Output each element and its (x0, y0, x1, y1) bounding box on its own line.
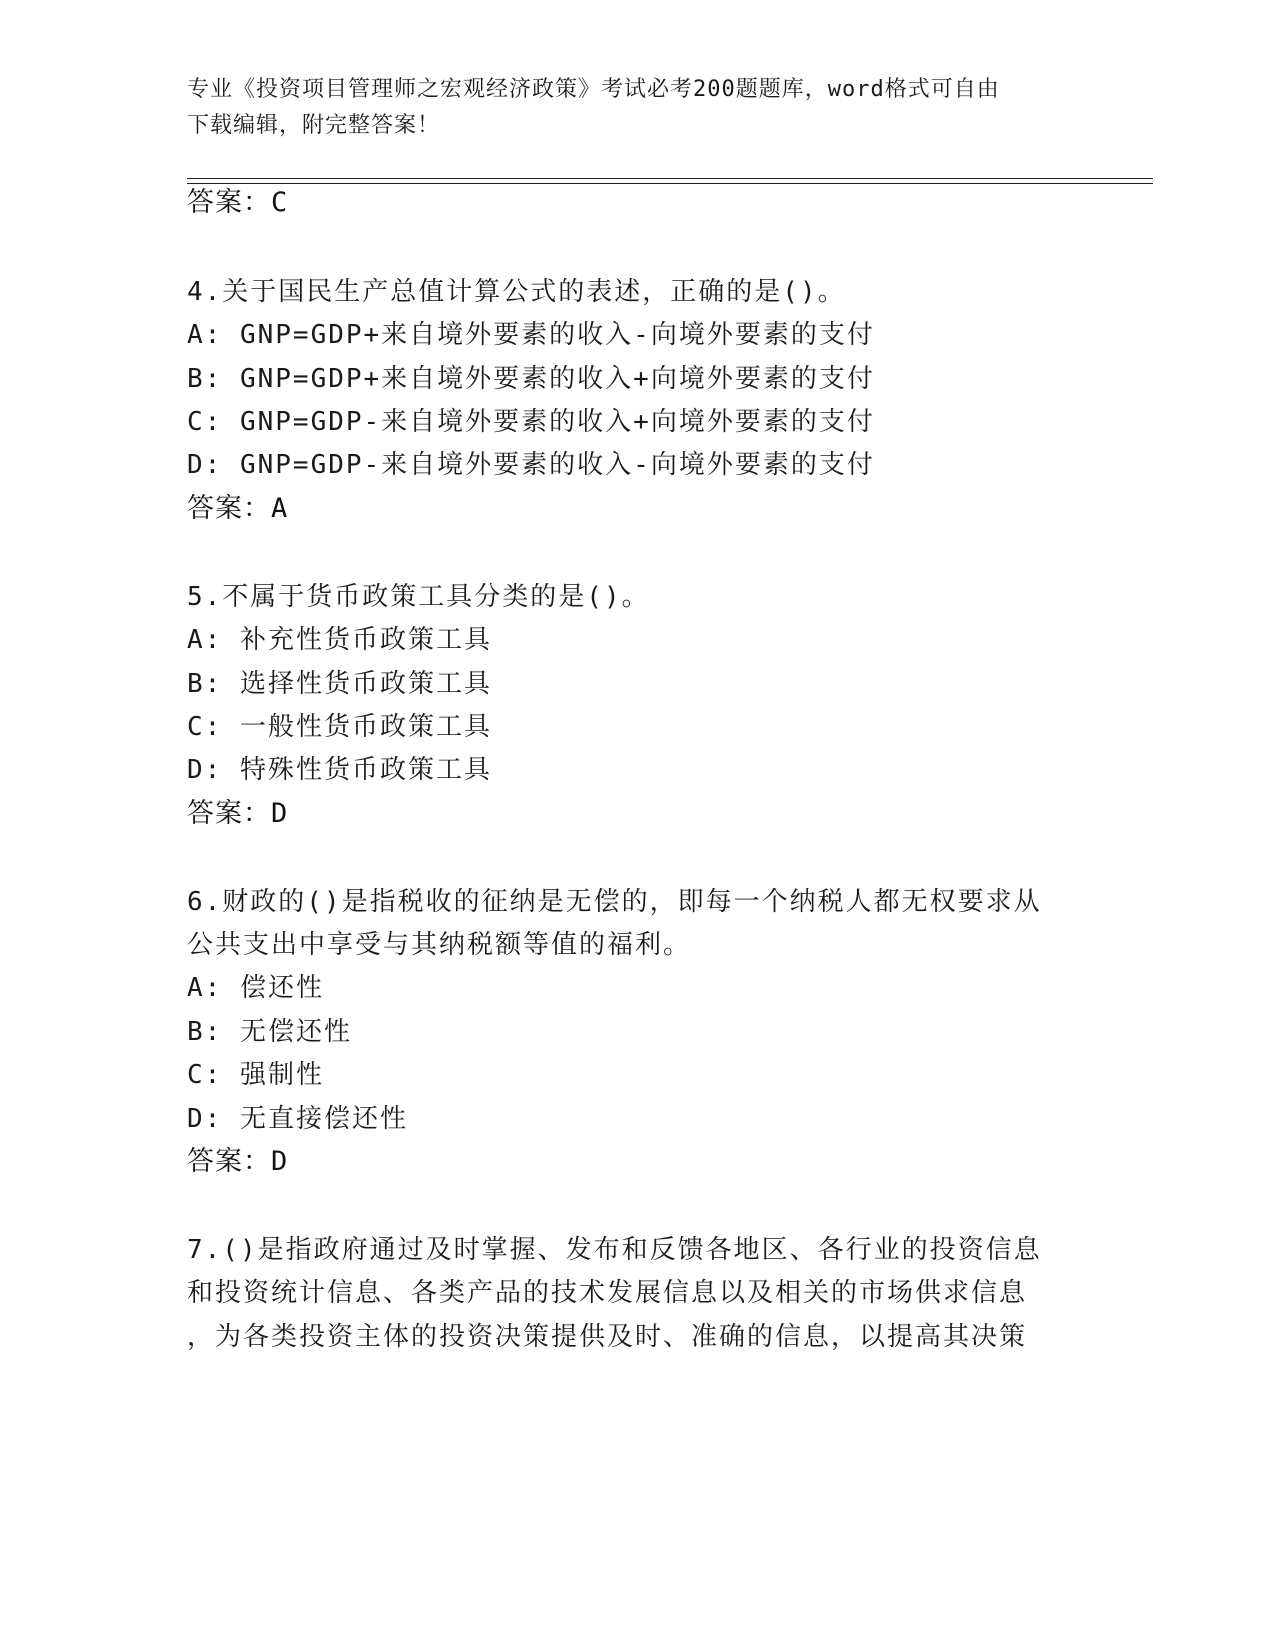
q4-option-d: D: GNP=GDP-来自境外要素的收入-向境外要素的支付 (187, 450, 875, 480)
q5-option-c: C: 一般性货币政策工具 (187, 712, 492, 742)
q4-stem: 4.关于国民生产总值计算公式的表述，正确的是()。 (187, 277, 846, 307)
q4-answer: 答案：A (187, 493, 289, 524)
q5-option-a: A: 补充性货币政策工具 (187, 625, 492, 655)
q6-stem-line-2: 公共支出中享受与其纳税额等值的福利。 (187, 930, 692, 960)
q4-option-c: C: GNP=GDP-来自境外要素的收入+向境外要素的支付 (187, 407, 875, 437)
q6-option-a: A: 偿还性 (187, 973, 324, 1003)
q6-answer: 答案：D (187, 1146, 289, 1177)
header-rule-top (187, 178, 1153, 179)
q5-option-d: D: 特殊性货币政策工具 (187, 755, 492, 785)
document-header (187, 72, 1067, 144)
q6-option-d: D: 无直接偿还性 (187, 1104, 408, 1134)
answer-previous: 答案：C (187, 187, 289, 218)
q5-option-b: B: 选择性货币政策工具 (187, 669, 492, 699)
q6-option-c: C: 强制性 (187, 1060, 324, 1090)
q7-stem-line-2: 和投资统计信息、各类产品的技术发展信息以及相关的市场供求信息 (187, 1278, 1028, 1308)
q5-answer: 答案：D (187, 798, 289, 829)
q6-stem-line-1: 6.财政的()是指税收的征纳是无偿的，即每一个纳税人都无权要求从 (187, 887, 1042, 917)
q4-option-a: A: GNP=GDP+来自境外要素的收入-向境外要素的支付 (187, 320, 875, 350)
q5-stem: 5.不属于货币政策工具分类的是()。 (187, 582, 650, 612)
q7-stem-line-1: 7.()是指政府通过及时掌握、发布和反馈各地区、各行业的投资信息 (187, 1235, 1042, 1265)
q6-option-b: B: 无偿还性 (187, 1017, 352, 1047)
q7-stem-line-3: ，为各类投资主体的投资决策提供及时、准确的信息，以提高其决策 (187, 1322, 1028, 1352)
header-line-1: 专业《投资项目管理师之宏观经济政策》考试必考200题题库，word格式可自由 (187, 77, 1000, 102)
header-rule-bottom (187, 183, 1153, 184)
q4-option-b: B: GNP=GDP+来自境外要素的收入+向境外要素的支付 (187, 364, 875, 394)
header-line-2: 下载编辑，附完整答案！ (187, 113, 441, 138)
